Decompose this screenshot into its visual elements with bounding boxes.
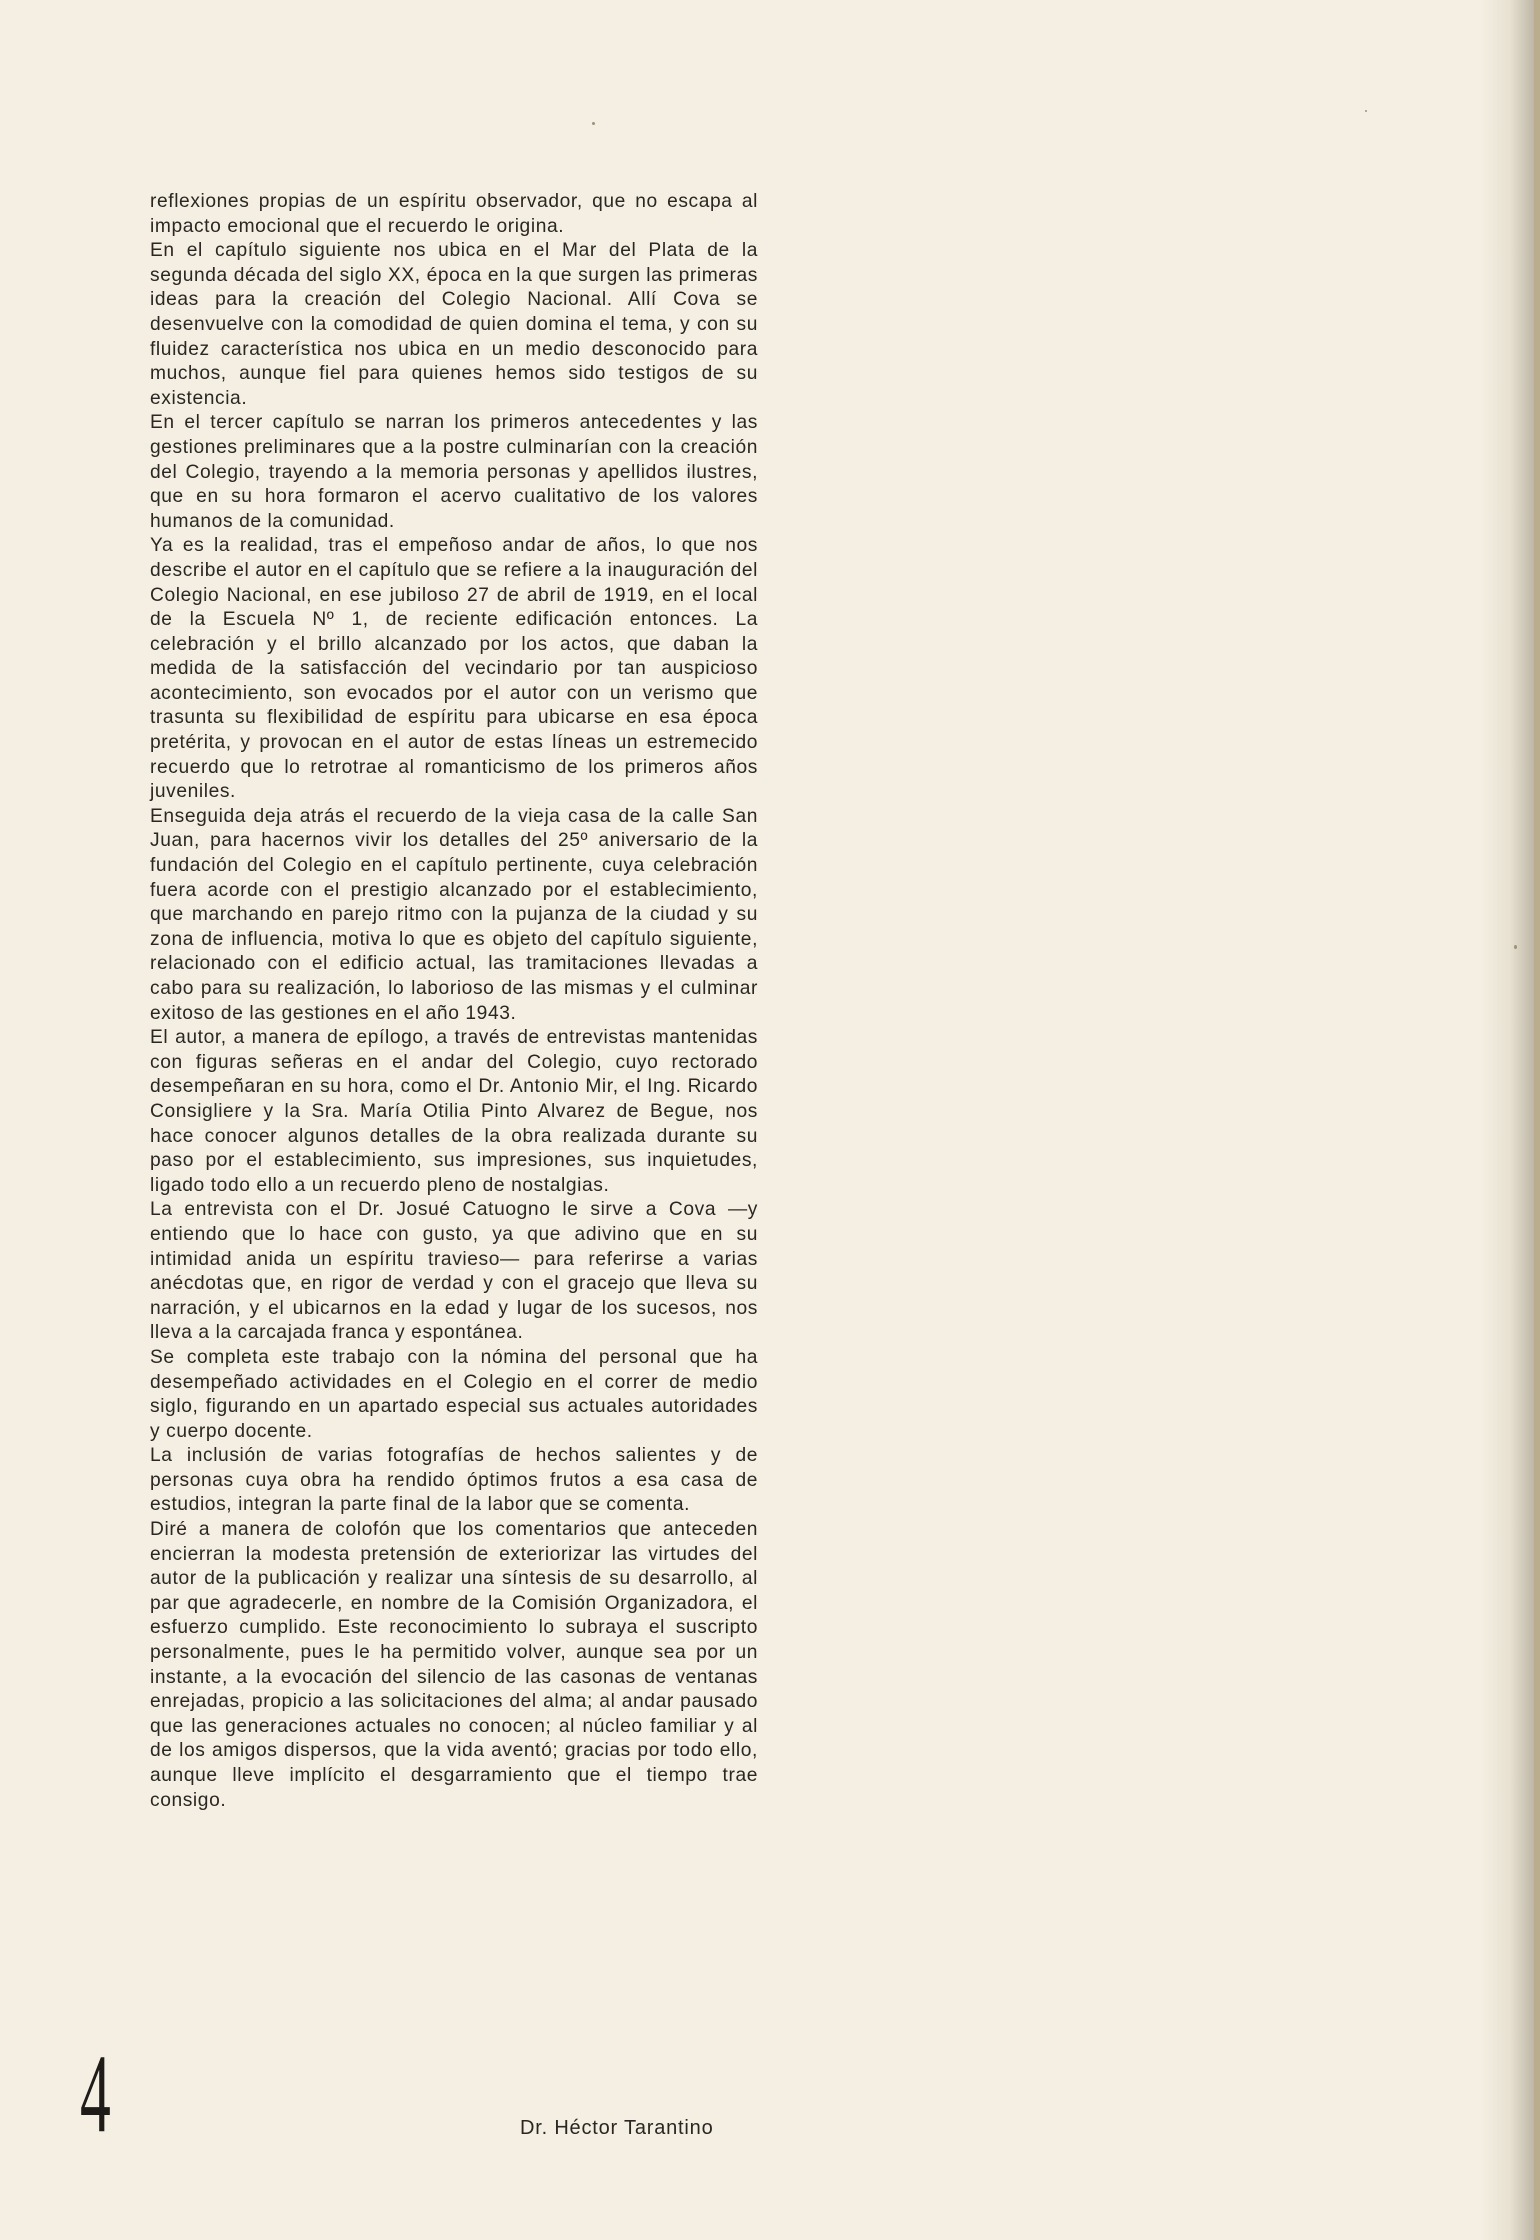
paragraph: Diré a manera de colofón que los comentarios que anteceden encierran la modesta pretensión de exteriorizar las virtudes del autor de la publicación y realizar una síntesis de su desarrollo, al par que agradecerle, en nombre de la Comisión Organizadora, el esfuerzo cumplido. Este reconocimiento lo subraya el suscripto personalmente, pues le ha permitido volver, aunque sea por un instante, a la evocación del silencio de las casonas de ventanas enrejadas, propicio a las solicitaciones del alma; al andar pausado que las generaciones actuales no conocen; al núcleo familiar y al de los amigos dispersos, que la vida aventó; gracias por todo ello, aunque lleve implícito el desgarramiento que el tiempo trae consigo. — [150, 1519, 758, 1811]
paragraph: reflexiones propias de un espíritu observador, que no escapa al impacto emocional que el recuerdo le origina. — [150, 191, 758, 237]
paragraph: En el capítulo siguiente nos ubica en el Mar del Plata de la segunda década del siglo XX, época en la que surgen las primeras ideas para la creación del Colegio Nacional. Allí Cova se desenvuelve con la comodidad de quien domina el tema, y con su fluidez característica nos ubica en un medio desconocido para muchos, aunque fiel para quienes hemos sido testigos de su existencia. — [150, 240, 759, 409]
paragraph: En el tercer capítulo se narran los primeros antecedentes y las gestiones preliminares que a la postre culminarían con la creación del Colegio, trayendo a la memoria personas y apellidos ilustres, que en su hora formaron el acervo cualitativo de los valores humanos de la comunidad. — [150, 412, 758, 532]
paper-speck — [1365, 110, 1367, 112]
article-text-column — [150, 190, 758, 1813]
paragraph: Ya es la realidad, tras el empeñoso andar de años, lo que nos describe el autor en el capítulo que se refiere a la inauguración del Colegio Nacional, en ese jubiloso 27 de abril de 1919, en el local de la Escuela Nº 1, de reciente edificación entonces. La celebración y el brillo alcanzado por los actos, que daban la medida de la satisfacción del vecindario por tan auspicioso acontecimiento, son evocados por el autor con un verismo que trasunta su flexibilidad de espíritu para ubicarse en esa época pretérita, y provocan en el autor de estas líneas un estremecido recuerdo que lo retrotrae al romanticismo de los primeros años juveniles. — [150, 535, 758, 803]
paper-speck — [1514, 945, 1517, 949]
paragraph: El autor, a manera de epílogo, a través de entrevistas mantenidas con figuras señeras en el andar del Colegio, cuyo rectorado desempeñaran en su hora, como el Dr. Antonio Mir, el Ing. Ricardo Consigliere y la Sra. María Otilia Pinto Alvarez de Begue, nos hace conocer algunos detalles de la obra realizada durante su paso por el establecimiento, sus impresiones, sus inquietudes, ligado todo ello a un recuerdo pleno de nostalgias. — [150, 1027, 758, 1196]
paragraph: Enseguida deja atrás el recuerdo de la vieja casa de la calle San Juan, para hacernos vivir los detalles del 25º aniversario de la fundación del Colegio en el capítulo pertinente, cuya celebración fuera acorde con el prestigio alcanzado por el establecimiento, que marchando en parejo ritmo con la pujanza de la ciudad y su zona de influencia, motiva lo que es objeto del capítulo siguiente, relacionado con el edificio actual, las tramitaciones llevadas a cabo para su realización, lo laborioso de las mismas y el culminar exitoso de las gestiones en el año 1943. — [150, 805, 758, 1024]
page-edge-shadow — [1534, 0, 1540, 2240]
page-number: 4 — [80, 2032, 111, 2156]
paragraph: La entrevista con el Dr. Josué Catuogno le sirve a Cova —y entiendo que lo hace con gusto, ya que adivino que en su intimidad anida un espíritu travieso— para referirse a varias anécdotas que, en rigor de verdad y con el gracejo que lleva su narración, y el ubicarnos en la edad y lugar de los sucesos, nos lleva a la carcajada franca y espontánea. — [150, 1199, 758, 1344]
author-signature: Dr. Héctor Tarantino — [520, 2117, 714, 2139]
paper-speck — [592, 122, 595, 125]
paragraph: Se completa este trabajo con la nómina del personal que ha desempeñado actividades en el Colegio en el correr de medio siglo, figurando en un apartado especial sus actuales autoridades y cuerpo docente. — [150, 1346, 758, 1442]
paragraph: La inclusión de varias fotografías de hechos salientes y de personas cuya obra ha rendido óptimos frutos a esa casa de estudios, integran la parte final de la labor que se comenta. — [150, 1445, 758, 1516]
